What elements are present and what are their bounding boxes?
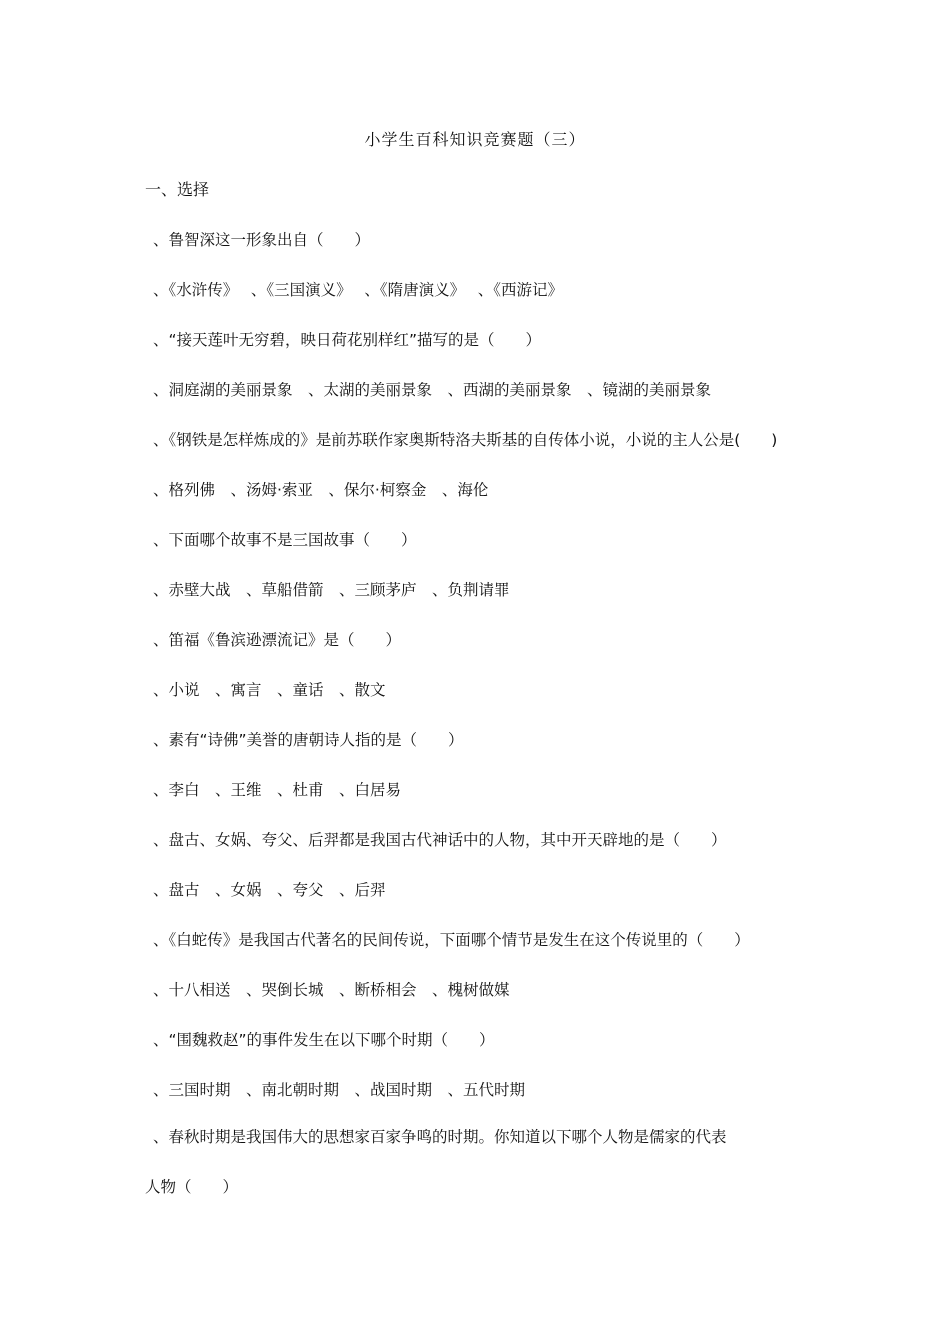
options-line: 、格列佛 、汤姆·索亚 、保尔·柯察金 、海伦 [153,481,489,499]
options-line: 、李白 、王维 、杜甫 、白居易 [153,781,402,799]
question-line: 、笛福《鲁滨逊漂流记》是（ ） [153,631,402,649]
question-line: 、《白蛇传》是我国古代著名的民间传说，下面哪个情节是发生在这个传说里的（ ） [153,931,750,949]
question-line: 、下面哪个故事不是三国故事（ ） [153,531,417,549]
options-line: 、赤壁大战 、草船借箭 、三顾茅庐 、负荆请罪 [153,581,510,599]
options-line: 、十八相送 、哭倒长城 、断桥相会 、槐树做媒 [153,981,510,999]
options-line: 、洞庭湖的美丽景象 、太湖的美丽景象 、西湖的美丽景象 、镜湖的美丽景象 [153,381,712,399]
question-line-last: 、春秋时期是我国伟大的思想家百家争鸣的时期。你知道以下哪个人物是儒家的代表 [153,1128,727,1146]
question-line: 、盘古、女娲、夸父、后羿都是我国古代神话中的人物，其中开天辟地的是（ ） [153,831,727,849]
question-list [153,228,833,1128]
page-title: 小学生百科知识竞赛题（三） [364,130,586,149]
question-line-continuation: 人物（ ） [145,1178,239,1196]
question-line: 、鲁智深这一形象出自（ ） [153,231,371,249]
section-heading: 一、选择 [145,180,210,199]
options-line: 、三国时期 、南北朝时期 、战国时期 、五代时期 [153,1081,526,1099]
options-line: 、盘古 、女娲 、夸父 、后羿 [153,881,386,899]
options-line: 、小说 、寓言 、童话 、散文 [153,681,386,699]
question-line: 、《钢铁是怎样炼成的》是前苏联作家奥斯特洛夫斯基的自传体小说，小说的主人公是( ) [153,431,778,449]
options-line: 、《水浒传》 、《三国演义》 、《隋唐演义》 、《西游记》 [153,281,564,299]
question-line: 、“围魏救赵”的事件发生在以下哪个时期（ ） [153,1031,495,1049]
question-line: 、“接天莲叶无穷碧，映日荷花别样红”描写的是（ ） [153,331,542,349]
question-line: 、素有“诗佛”美誉的唐朝诗人指的是（ ） [153,731,464,749]
